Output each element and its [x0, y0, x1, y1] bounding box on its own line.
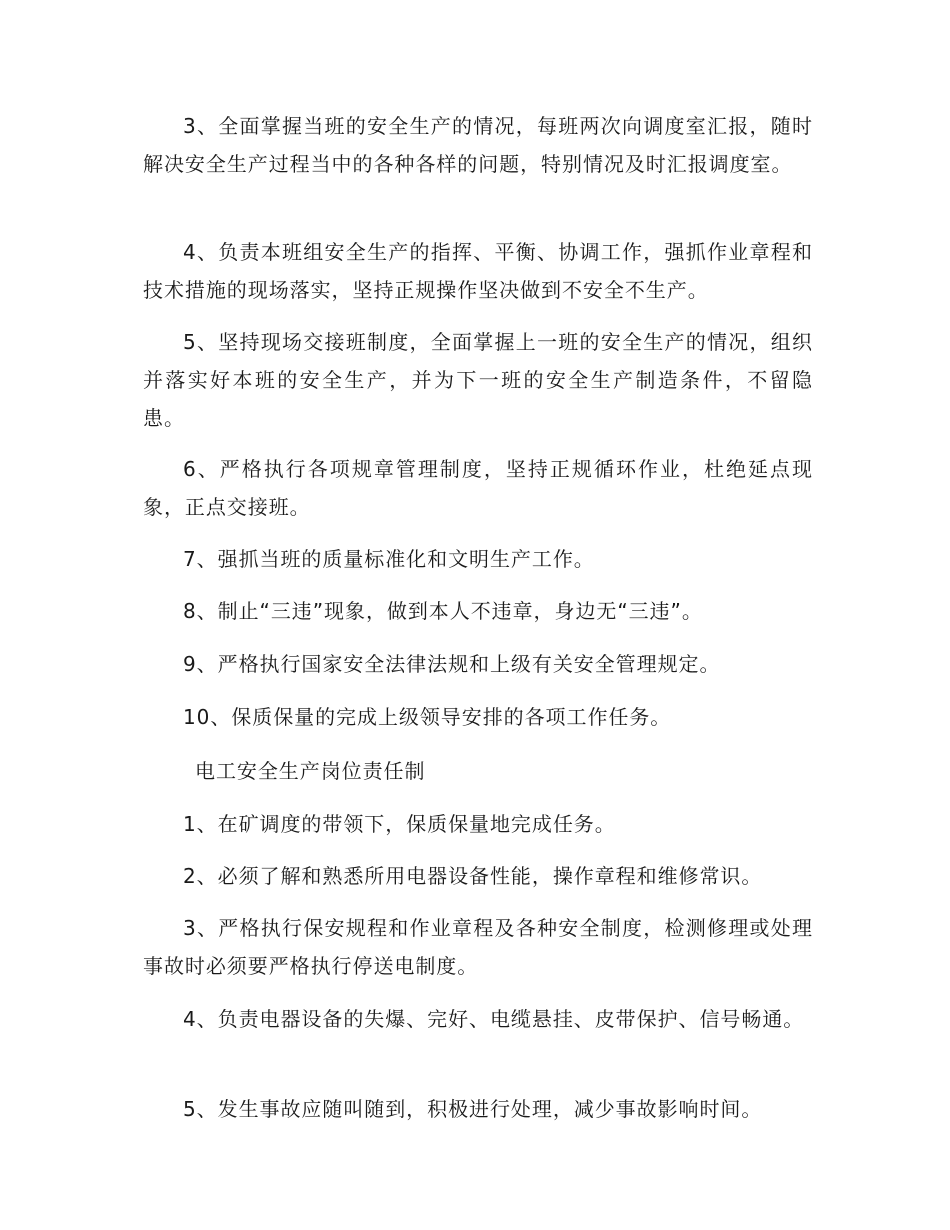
paragraph-item-10: 10、保质保量的完成上级领导安排的各项工作任务。 — [183, 705, 672, 729]
paragraph-item-4: 4、负责本班组安全生产的指挥、平衡、协调工作，强抓作业章程和技术措施的现场落实，坚持正规操作坚决做到不安全不生产。 — [143, 240, 813, 302]
paragraph-item-7: 7、强抓当班的质量标准化和文明生产工作。 — [183, 547, 595, 571]
paragraph-item-b5: 5、发生事故应随叫随到，积极进行处理，减少事故影响时间。 — [183, 1097, 763, 1121]
paragraph-item-5: 5、坚持现场交接班制度，全面掌握上一班的安全生产的情况，组织并落实好本班的安全生产，并为下一班的安全生产制造条件，不留隐患。 — [143, 330, 813, 430]
section-title: 电工安全生产岗位责任制 — [195, 759, 426, 783]
paragraph-item-b4: 4、负责电器设备的失爆、完好、电缆悬挂、皮带保护、信号畅通。 — [183, 1007, 805, 1031]
paragraph-item-9: 9、严格执行国家安全法律法规和上级有关安全管理规定。 — [183, 652, 721, 676]
paragraph-item-3: 3、全面掌握当班的安全生产的情况，每班两次向调度室汇报，随时解决安全生产过程当中的各种各样的问题，特别情况及时汇报调度室。 — [143, 114, 813, 176]
paragraph-item-8: 8、制止“三违”现象，做到本人不违章，身边无“三违”。 — [183, 599, 703, 623]
paragraph-item-6: 6、严格执行各项规章管理制度，坚持正规循环作业，杜绝延点现象，正点交接班。 — [143, 457, 813, 519]
paragraph-item-b2: 2、必须了解和熟悉所用电器设备性能，操作章程和维修常识。 — [183, 864, 763, 888]
paragraph-item-b3: 3、严格执行保安规程和作业章程及各种安全制度，检测修理或处理事故时必须要严格执行停送电制度。 — [143, 916, 813, 978]
paragraph-item-b1: 1、在矿调度的带领下，保质保量地完成任务。 — [183, 812, 616, 836]
